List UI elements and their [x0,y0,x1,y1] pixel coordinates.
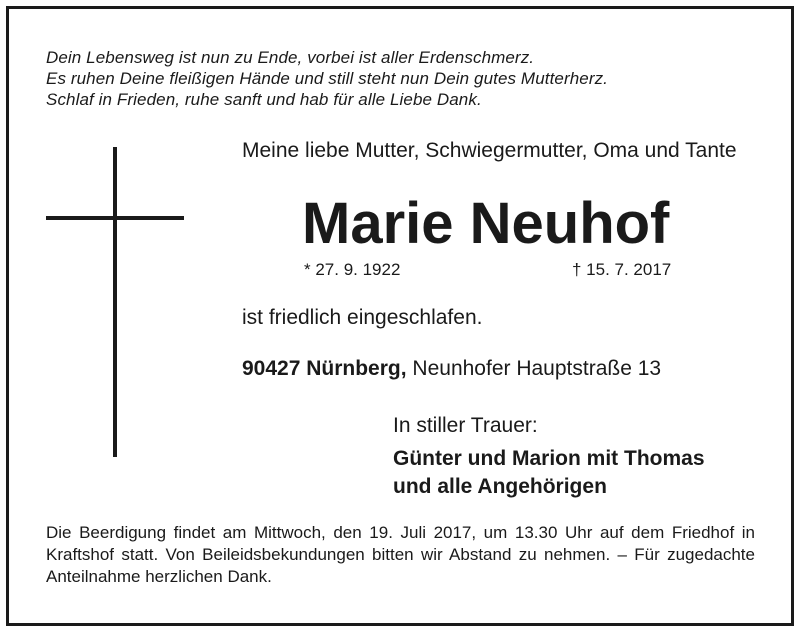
address [242,357,661,381]
passed-away-text: ist friedlich eingeschlafen. [242,306,483,329]
poem-line: Es ruhen Deine fleißigen Hände und still steht nun Dein gutes Mutterherz. [46,69,608,88]
mourner-line: und alle Angehörigen [393,475,607,498]
death-date: † 15. 7. 2017 [572,260,672,279]
memorial-poem [46,47,608,110]
cross-vertical-beam [113,147,117,457]
relation-intro: Meine liebe Mutter, Schwiegermutter, Oma und Tante [242,139,737,162]
address-city: 90427 Nürnberg, [242,357,407,380]
poem-line: Schlaf in Frieden, ruhe sanft und hab für alle Liebe Dank. [46,90,482,109]
mourning-label: In stiller Trauer: [393,414,538,437]
funeral-announcement: Die Beerdigung findet am Mittwoch, den 19. Juli 2017, um 13.30 Uhr auf dem Friedhof in Kraftshof statt. Von Beileidsbekundungen bitten wir Abstand zu nehmen. – Für zugedachte Anteilnahme herzlichen Dank. [46,523,755,586]
cross-icon [46,147,184,457]
mourner-line: Günter und Marion mit Thomas [393,447,705,470]
address-street: Neunhofer Hauptstraße 13 [412,357,662,380]
mourners [393,445,705,501]
deceased-name: Marie Neuhof [302,191,670,256]
cross-horizontal-beam [46,216,184,220]
poem-line: Dein Lebensweg ist nun zu Ende, vorbei ist aller Erdenschmerz. [46,48,535,67]
birth-date: * 27. 9. 1922 [304,260,401,279]
